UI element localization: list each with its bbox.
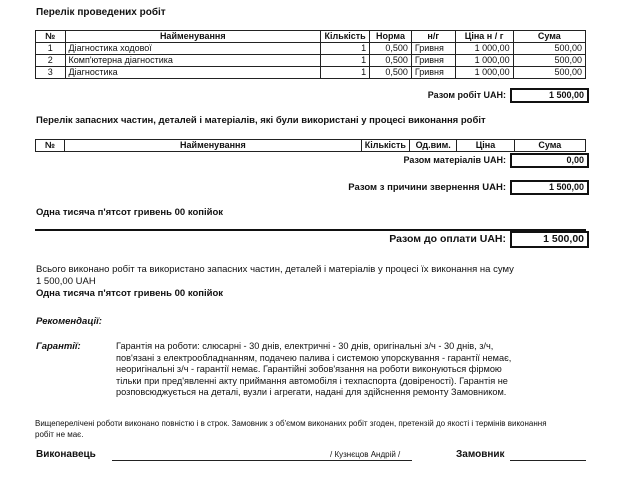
warranty-line: Гарантія на роботи: слюсарні - 30 днів, електричні - 30 днів, оригінальні з/ч - 30 днів, з/ч, [116,341,494,351]
sum-in-words-2: Одна тисяча п'ятсот гривень 00 копійок [36,288,224,299]
sum-in-words: Одна тисяча п'ятсот гривень 00 копійок [36,207,224,218]
works-total-label: Разом робіт UAH: [427,90,506,100]
customer-label: Замовник [456,449,505,460]
col-norm: Норма [370,31,412,43]
col-unit: Од.вим. [410,140,457,152]
reason-total-label: Разом з причини звернення UAH: [348,182,506,193]
row-price: 1 000,00 [455,67,513,79]
col-sum: Сума [514,140,585,152]
row-quantity: 1 [321,43,370,55]
works-table [35,30,586,79]
note-line: Вищеперелічені роботи виконано повністю і в строк. Замовник з об'ємом виконаних робіт згоден, претензій до якості і термінів виконання [35,419,547,428]
parts-table [35,139,586,152]
row-number: 3 [36,67,66,79]
row-name: Комп'ютерна діагностика [65,55,321,67]
table-row [36,67,586,79]
row-name: Діагностика [65,67,321,79]
warranty-line: розповсюджується на деталі, вузли і агрегати, надані для здійснення ремонту Замовником. [116,387,507,397]
col-quantity: Кількість [321,31,370,43]
col-name: Найменування [65,140,362,152]
warranty-line: пов'язані з електрообладнанням, подачею палива і системою упорскування - гарантії немає, [116,352,512,363]
warranty-label: Гарантії: [36,341,81,352]
note-line: робіт не має. [35,430,84,439]
summary-amount: 1 500,00 UAH [36,276,96,287]
customer-signature-line [510,460,586,461]
warranty-line: тільки при пред'явленні акту приймання автомобіля і техпаспорта (довіреності). Гарантія не [116,375,508,386]
payment-total-label: Разом до оплати UAH: [389,233,506,245]
row-unit: Гривня [411,55,455,67]
executor-signature-line [112,460,412,461]
row-norm: 0,500 [370,43,412,55]
executor-label: Виконавець [36,449,96,460]
row-norm: 0,500 [370,55,412,67]
recommendations-label: Рекомендації: [36,316,102,327]
works-heading: Перелік проведених робіт [36,7,166,18]
divider [35,229,586,231]
row-number: 2 [36,55,66,67]
row-quantity: 1 [321,67,370,79]
col-unit: н/г [411,31,455,43]
col-price: Ціна н / г [455,31,513,43]
executor-name: / Кузнєцов Андрій / [330,450,401,459]
completion-note [35,418,595,440]
table-row [36,55,586,67]
warranty-text [116,341,586,399]
parts-heading: Перелік запасних частин, деталей і матеріалів, які були використані у процесі виконання робіт [36,115,486,126]
reason-total-value: 1 500,00 [510,180,589,195]
row-number: 1 [36,43,66,55]
works-total-value: 1 500,00 [510,88,589,103]
parts-total-value: 0,00 [510,153,589,168]
row-norm: 0,500 [370,67,412,79]
row-sum: 500,00 [513,67,585,79]
row-unit: Гривня [411,43,455,55]
parts-total-label: Разом матеріалів UAH: [403,155,506,165]
summary-text: Всього виконано робіт та використано запасних частин, деталей і матеріалів у процесі їх виконання на суму [36,264,514,275]
col-number: № [36,140,65,152]
row-price: 1 000,00 [455,55,513,67]
col-quantity: Кількість [361,140,409,152]
col-price: Ціна [457,140,514,152]
works-header-row [36,31,586,43]
row-price: 1 000,00 [455,43,513,55]
row-sum: 500,00 [513,43,585,55]
row-name: Діагностика ходової [65,43,321,55]
warranty-line: неоригінальні з/ч - гарантії немає. Гарантійні зобов'язання на роботи виконуються фірмою [116,364,502,374]
col-name: Найменування [65,31,321,43]
row-quantity: 1 [321,55,370,67]
col-number: № [36,31,66,43]
parts-header-row [36,140,586,152]
col-sum: Сума [513,31,585,43]
row-unit: Гривня [411,67,455,79]
payment-total-value: 1 500,00 [510,231,589,248]
table-row [36,43,586,55]
row-sum: 500,00 [513,55,585,67]
